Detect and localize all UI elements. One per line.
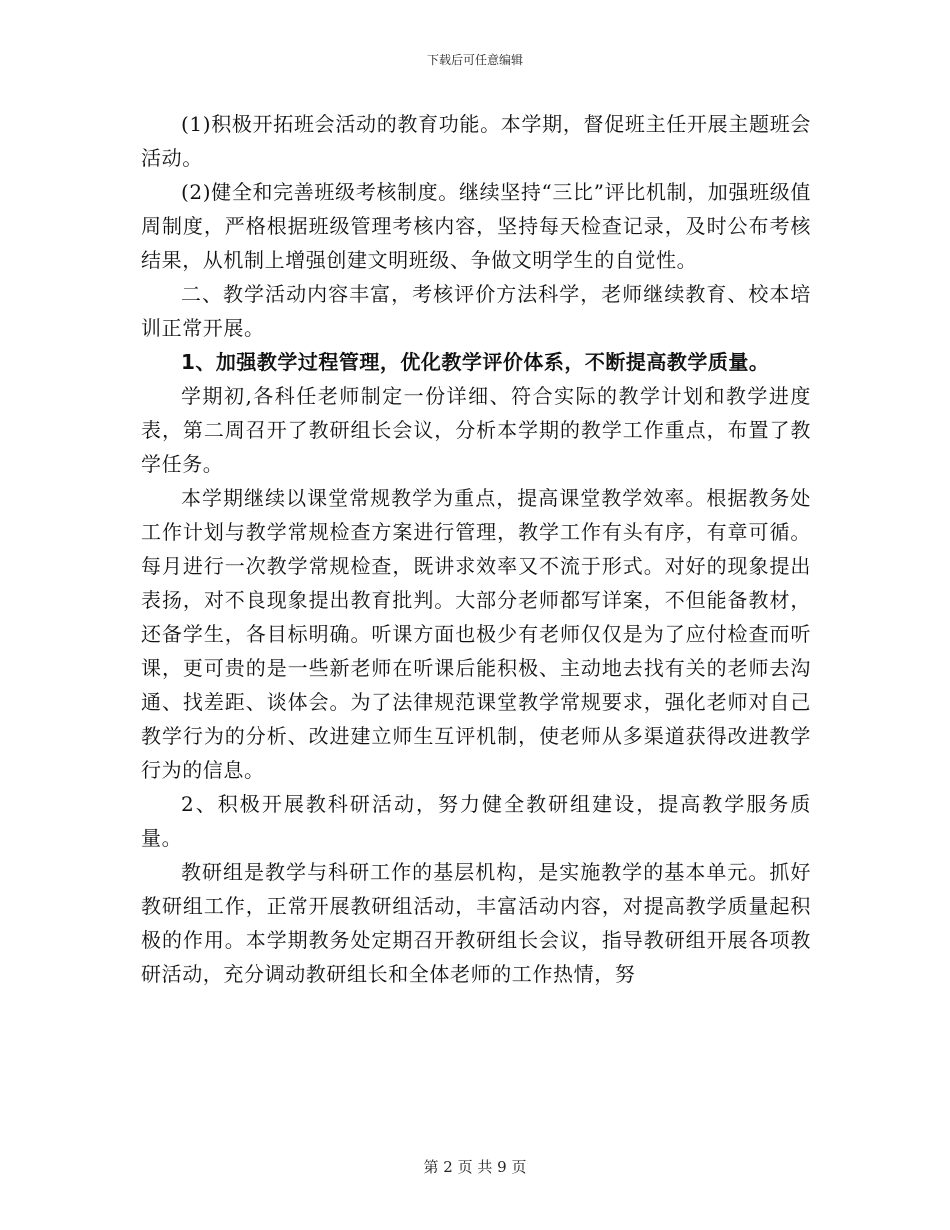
paragraph-class-assessment: (2)健全和完善班级考核制度。继续坚持“三比”评比机制，加强班级值周制度，严格根据班级管理考核内容，坚持每天检查记录，及时公布考核结果，从机制上增强创建文明班级、争做文明学生的自觉性。 <box>141 180 811 272</box>
section-heading-teaching-activities: 二、教学活动内容丰富，考核评价方法科学，老师继续教育、校本培训正常开展。 <box>141 282 811 340</box>
paragraph-classroom-routine: 本学期继续以课堂常规教学为重点，提高课堂教学效率。根据教务处工作计划与教学常规检查方案进行管理，教学工作有头有序，有章可循。每月进行一次教学常规检查，既讲求效率又不流于形式。对好的现象提出表扬，对不良现象提出教育批判。大部分老师都写详案，不但能备教材，还备学生，各目标明确。听课方面也极少有老师仅仅是为了应付检查而听课，更可贵的是一些新老师在听课后能积极、主动地去找有关的老师去沟通、找差距、谈体会。为了法律规范课堂教学常规要求，强化老师对自己教学行为的分析、改进建立师生互评机制，使老师从多渠道获得改进教学行为的信息。 <box>141 486 811 782</box>
page-number: 第 2 页 共 9 页 <box>423 1158 527 1176</box>
paragraph-class-meeting: (1)积极开拓班会活动的教育功能。本学期，督促班主任开展主题班会活动。 <box>141 112 811 170</box>
document-body <box>141 107 811 991</box>
paragraph-research-group: 教研组是教学与科研工作的基层机构，是实施教学的基本单元。抓好教研组工作，正常开展教研组活动，丰富活动内容，对提高教学质量起积极的作用。本学期教务处定期召开教研组长会议，指导教研组开展各项教研活动，充分调动教研组长和全体老师的工作热情，努 <box>141 860 811 986</box>
paragraph-semester-start: 学期初,各科任老师制定一份详细、符合实际的教学计划和教学进度表，第二周召开了教研组长会议，分析本学期的教学工作重点，布置了教学任务。 <box>141 384 811 476</box>
subheading-research-activities: 2、积极开展教科研活动，努力健全教研组建设，提高教学服务质量。 <box>141 792 811 850</box>
subheading-teaching-process: 1、加强教学过程管理，优化教学评价体系，不断提高教学质量。 <box>181 350 770 374</box>
page-header: 下载后可任意编辑 <box>426 53 523 67</box>
